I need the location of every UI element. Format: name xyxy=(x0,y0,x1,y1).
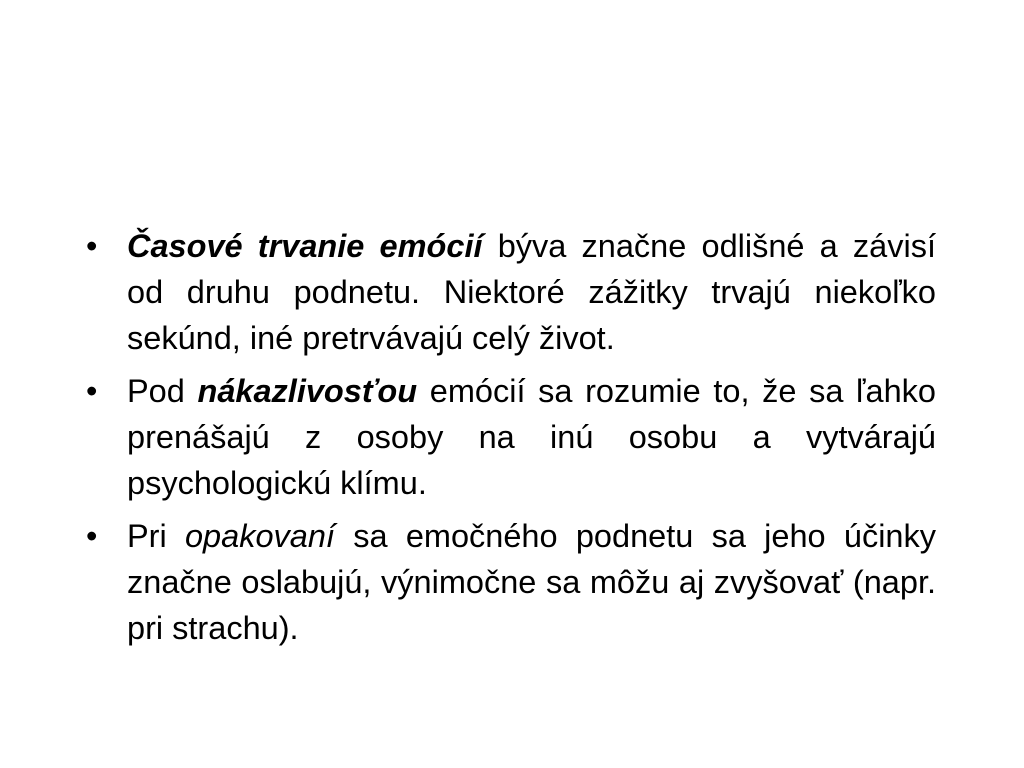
bullet-marker-icon: • xyxy=(86,228,98,264)
emphasis-term: nákazlivosťou xyxy=(197,373,418,409)
bullet-item-repetition xyxy=(86,513,936,651)
bullet-item-emotion-duration xyxy=(86,223,936,361)
bullet-marker-icon: • xyxy=(86,518,98,554)
bullet-text: emócií sa rozumie to, že sa ľahko prenášajú z osoby na inú osobu a vytvárajú psychologickú klímu. xyxy=(127,373,936,501)
bullet-lead-text: Pod xyxy=(127,373,198,409)
bullet-list xyxy=(86,223,936,658)
bullet-item-contagiousness xyxy=(86,368,936,506)
bullet-lead-text: Pri xyxy=(127,518,185,554)
emphasis-term: opakovaní xyxy=(184,518,335,554)
bullet-text: sa emočného podnetu sa jeho účinky značne oslabujú, výnimočne sa môžu aj zvyšovať (napr. pri strachu). xyxy=(127,518,936,646)
emphasis-term: Časové trvanie emócií xyxy=(127,228,483,264)
bullet-marker-icon: • xyxy=(86,373,98,409)
bullet-text: býva značne odlišné a závisí od druhu podnetu. Niektoré zážitky trvajú niekoľko sekúnd, iné pretrvávajú celý život. xyxy=(127,228,936,356)
